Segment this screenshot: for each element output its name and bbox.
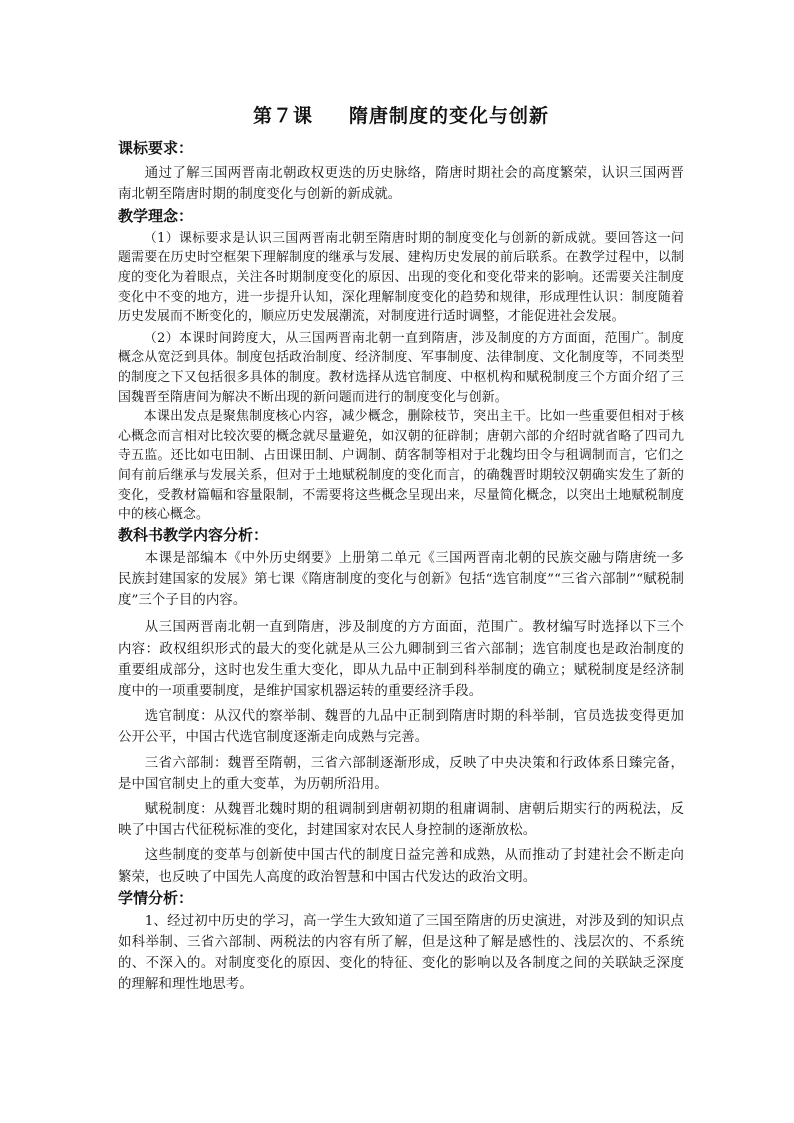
section-heading-textbook: 教科书教学内容分析：: [118, 525, 269, 544]
lesson-name: 隋唐制度的变化与创新: [349, 105, 550, 127]
concept-paragraph-3: 本课出发点是聚焦制度核心内容，减少概念，删除枝节，突出主干。比如一些重要但相对于核心概念而言相对比较次要的概念就尽量避免，如汉朝的征辟制；唐朝六部的介绍时就省略了四司九寺五监。还比如屯田制、占田课田制、户调制、荫客制等相对于北魏均田令与租调制而言，它们之间有前后继承与发展关系，但对于土地赋税制度的变化而言，的确魏晋时期较汉朝确实发生了新的变化，受教材篇幅和容量限制，不需要将这些概念呈现出来，尽量简化概念，以突出土地赋税制度中的核心概念。: [118, 409, 684, 523]
document-page: [118, 103, 684, 996]
section-heading-standards: 课标要求：: [118, 139, 194, 157]
concept-paragraph-2: （2）本课时间跨度大，从三国两晋南北朝一直到隋唐，涉及制度的方方面面，范围广。制度概念从宽泛到具体。制度包括政治制度、经济制度、军事制度、法律制度、文化制度等，不同类型的制度之下又包括很多具体的制度。教材选择从选官制度、中枢机构和赋税制度三个方面介绍了三国魏晋至隋唐间为解决不断出现的新问题而进行的制度变化与创新。: [118, 330, 684, 405]
page-title: [118, 103, 684, 129]
textbook-paragraph-1: 本课是部编本《中外历史纲要》上册第二单元《三国两晋南北朝的民族交融与隋唐统一多民族封建国家的发展》第七课《隋唐制度的变化与创新》包括“选官制度”“三省六部制”“赋税制度”三个子目的内容。: [118, 550, 684, 609]
textbook-paragraph-2: 从三国两晋南北朝一直到隋唐，涉及制度的方方面面，范围广。教材编写时选择以下三个内容：政权组织形式的最大的变化就是从三公九卿制到三省六部制；选官制度也是政治制度的重要组成部分，这时也发生重大变化，即从九品中正制到科举制度的确立；赋税制度是经济制度中的一项重要制度，是维护国家机器运转的重要经济手段。: [118, 620, 684, 699]
textbook-paragraph-3: 选官制度：从汉代的察举制、魏晋的九品中正制到隋唐时期的科举制，官员选拔变得更加公开公平，中国古代选官制度逐渐走向成熟与完善。: [118, 709, 684, 746]
textbook-paragraph-4: 三省六部制：魏晋至隋朝，三省六部制逐渐形成，反映了中央决策和行政体系日臻完备，是中国官制史上的重大变革，为历朝所沿用。: [118, 755, 684, 792]
textbook-paragraph-5: 赋税制度：从魏晋北魏时期的租调制到唐朝初期的租庸调制、唐朝后期实行的两税法，反映了中国古代征税标准的变化，封建国家对农民人身控制的逐渐放松。: [118, 801, 684, 839]
lesson-number: 第７课: [252, 105, 313, 127]
students-paragraph-1: 1、经过初中历史的学习，高一学生大致知道了三国至隋唐的历史演进，对涉及到的知识点如科举制、三省六部制、两税法的内容有所了解，但是这种了解是感性的、浅层次的、不系统的、不深入的。对制度变化的原因、变化的特征、变化的影响以及各制度之间的关联缺乏深度的理解和理性地思考。: [118, 913, 684, 993]
section-heading-students: 学情分析：: [118, 888, 194, 907]
concept-paragraph-1: （1）课标要求是认识三国两晋南北朝至隋唐时期的制度变化与创新的新成就。要回答这一问题需要在历史时空框架下理解制度的继承与发展、建构历史发展的前后联系。在教学过程中，以制度的变化为着眼点，关注各时期制度变化的原因、出现的变化和变化带来的影响。还需要关注制度变化中不变的地方，进一步提升认知，深化理解制度变化的趋势和规律，形成理性认识：制度随着历史发展而不断变化的，顺应历史发展潮流，对制度进行适时调整，才能促进社会发展。: [118, 230, 684, 325]
section-heading-concept: 教学理念：: [118, 206, 194, 225]
textbook-paragraph-6: 这些制度的变革与创新使中国古代的制度日益完善和成熟，从而推动了封建社会不断走向繁荣，也反映了中国先人高度的政治智慧和中国古代发达的政治文明。: [118, 848, 684, 885]
standards-paragraph: 通过了解三国两晋南北朝政权更迭的历史脉络，隋唐时期社会的高度繁荣，认识三国两晋南北朝至隋唐时期的制度变化与创新的新成就。: [118, 166, 684, 203]
